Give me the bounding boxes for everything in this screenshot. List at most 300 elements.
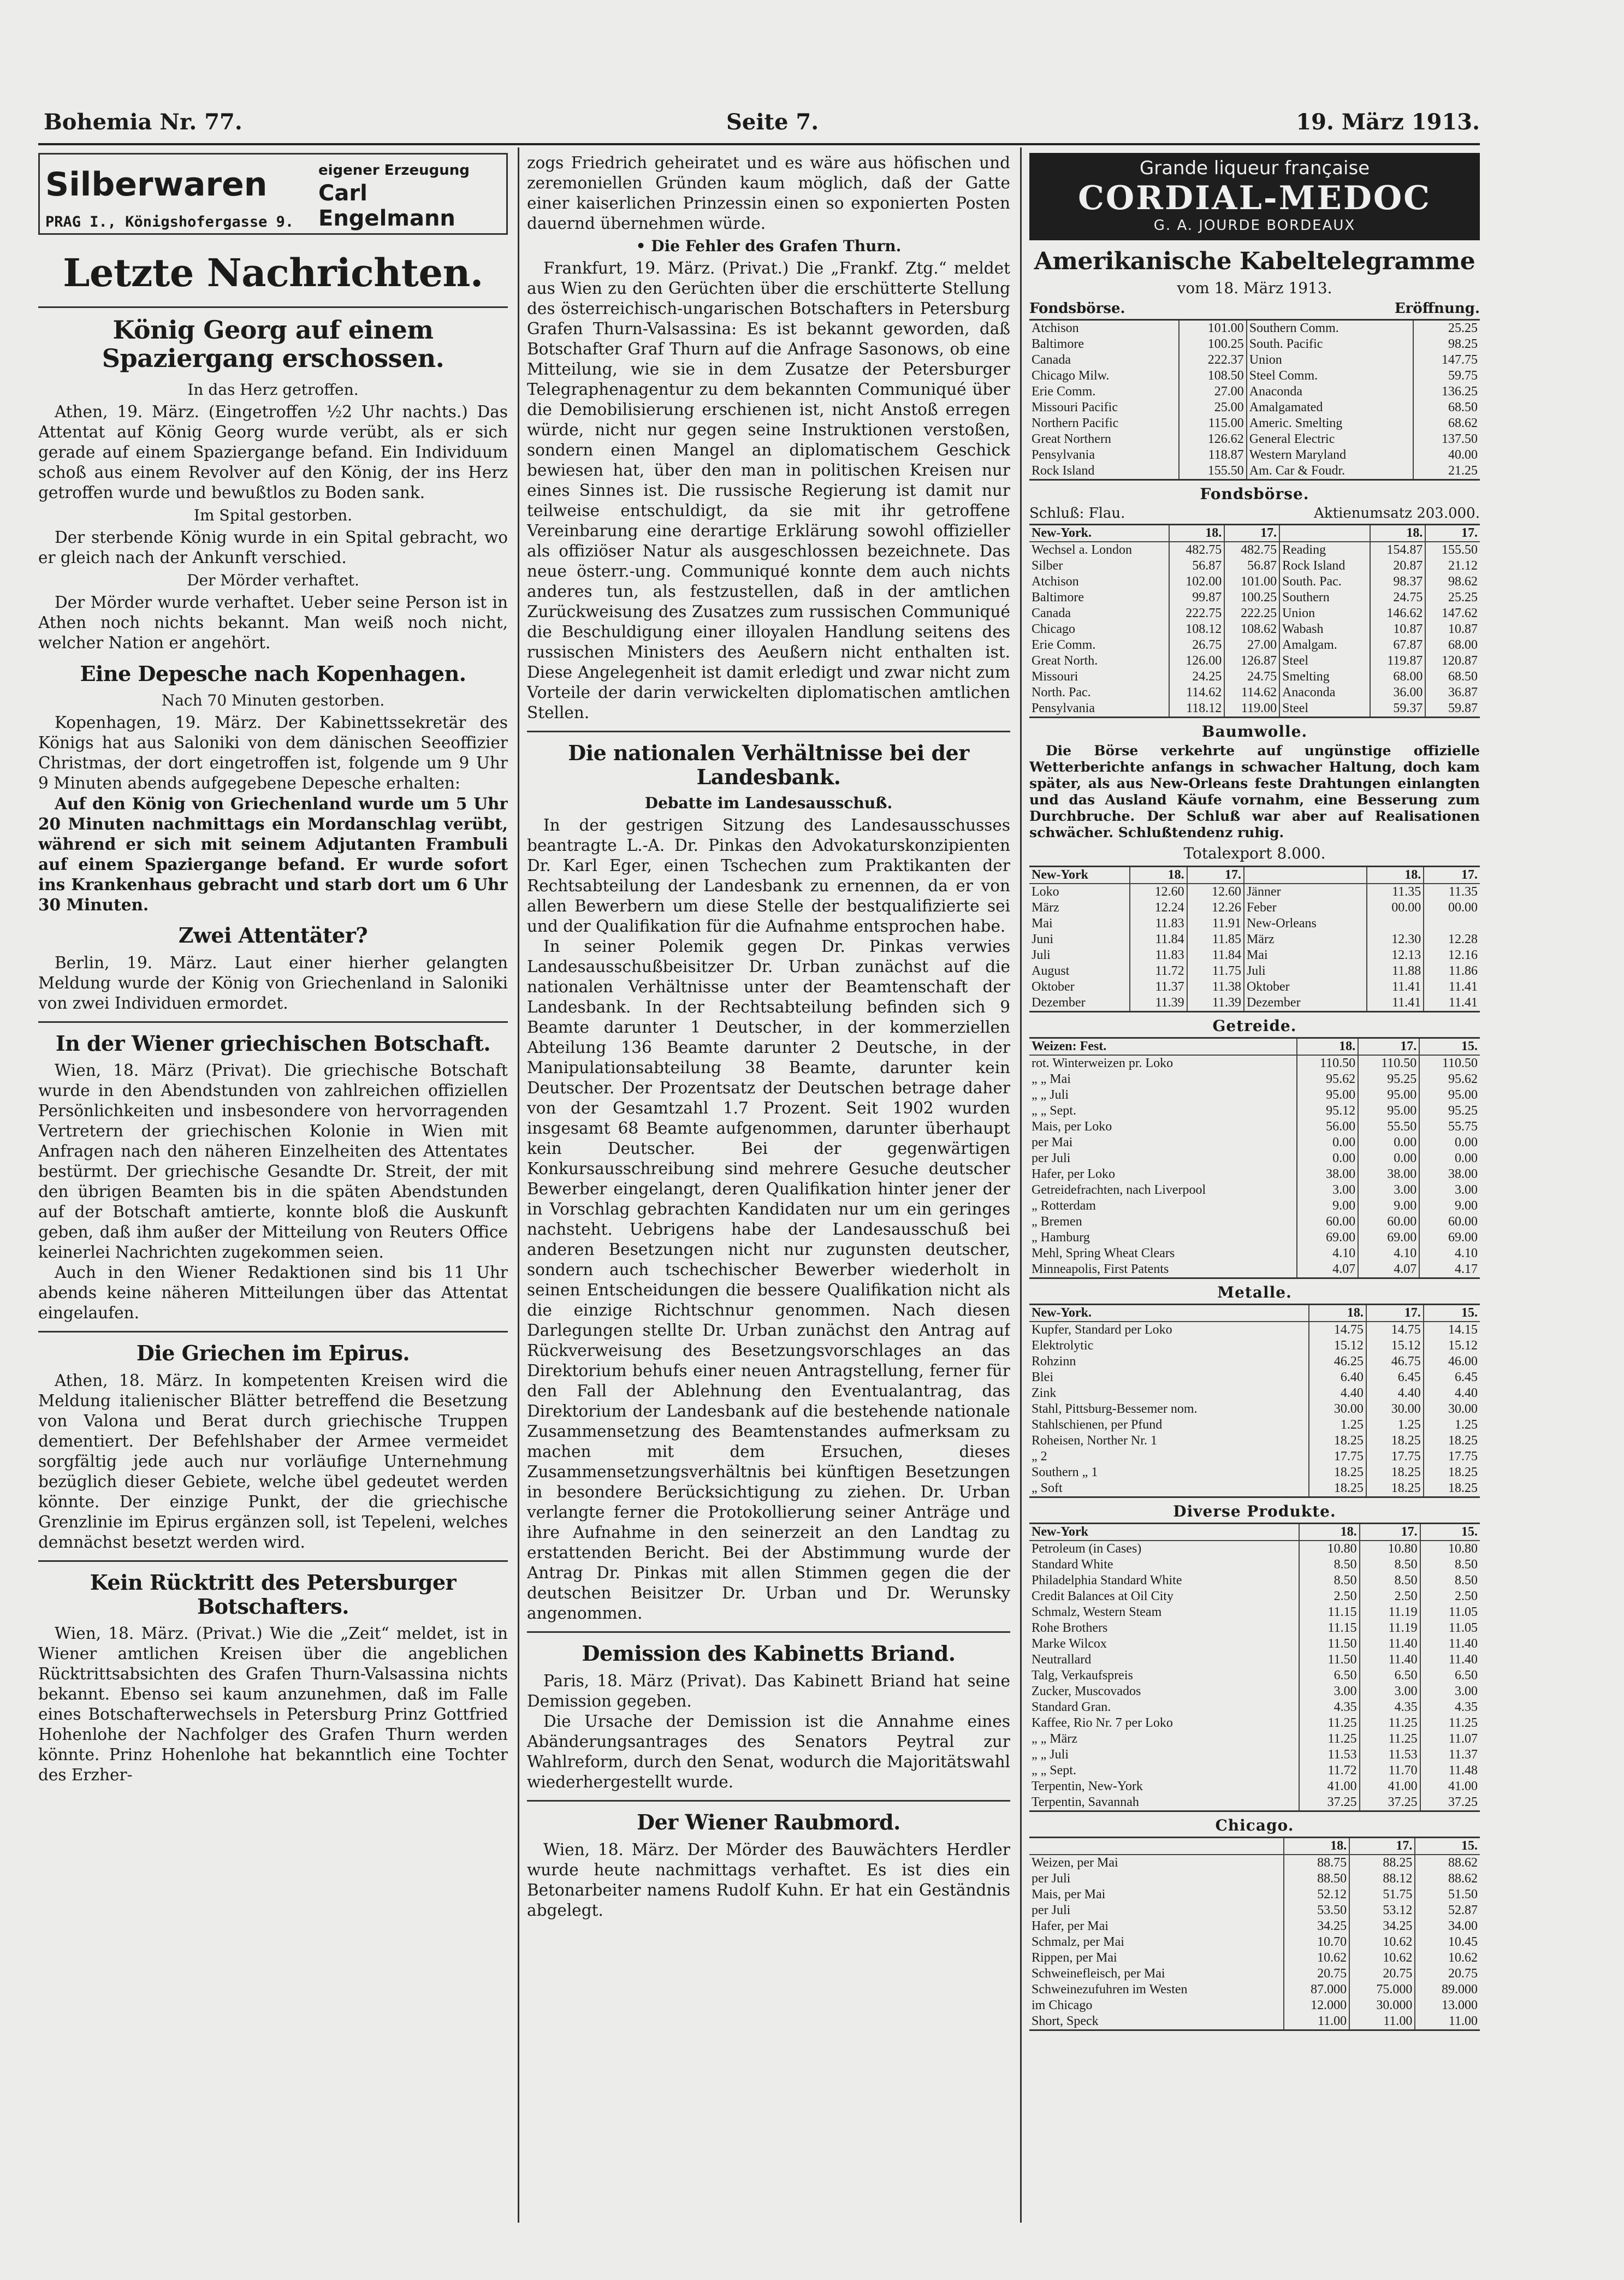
divider [38, 1021, 508, 1023]
table-cell: Canada [1032, 352, 1071, 367]
article-text: Wien, 18. März. Der Mörder des Bauwächters Herdler wurde heute nachmittags verhaftet. Es ist dies ein Betonarbeiter namens Rudolf Kuhn. Er hat ein Geständnis abgelegt. [527, 1840, 1010, 1920]
table-cell: 11.35 [1367, 884, 1424, 900]
table-cell: 11.00 [1284, 2013, 1349, 2029]
table-cell: 11.40 [1360, 1652, 1420, 1668]
column-rule-1 [518, 147, 519, 2223]
table-cell: 95.00 [1358, 1103, 1419, 1119]
table-cell: Erie Comm. [1032, 637, 1096, 652]
table-cell: 3.00 [1420, 1684, 1480, 1699]
chicago-table [1029, 1837, 1480, 2031]
table-cell: Mais, per Loko [1032, 1119, 1112, 1134]
table-cell: 41.00 [1299, 1779, 1360, 1795]
table-cell: 24.75 [1224, 669, 1279, 685]
advertisement-silberwaren [38, 153, 508, 235]
table-cell: 53.12 [1349, 1903, 1415, 1918]
table-cell: 17.75 [1366, 1449, 1424, 1465]
table-cell: 0.00 [1419, 1151, 1480, 1166]
headline-depesche: Eine Depesche nach Kopenhagen. [80, 661, 466, 686]
table-cell: Oktober [1244, 979, 1367, 995]
stocks-table [1029, 319, 1480, 481]
table-cell: 0.00 [1297, 1135, 1358, 1151]
headline-briand: Demission des Kabinetts Briand. [582, 1641, 956, 1666]
table-cell: 8.50 [1420, 1573, 1480, 1589]
table-cell: 11.53 [1299, 1747, 1360, 1763]
table-row [1029, 1668, 1480, 1684]
table-row [1029, 1918, 1480, 1934]
table-cell: 36.00 [1370, 685, 1425, 701]
table-cell: 17.75 [1309, 1449, 1366, 1465]
table-cell: 11.19 [1360, 1604, 1420, 1620]
table-cell: 34.25 [1349, 1918, 1415, 1934]
table-cell: 4.35 [1360, 1699, 1420, 1715]
table-cell: 00.00 [1367, 900, 1424, 916]
table-cell: 11.39 [1130, 995, 1187, 1011]
table-cell: 52.12 [1284, 1887, 1349, 1903]
table-cell: 18.25 [1366, 1465, 1424, 1480]
table-cell: 11.37 [1420, 1747, 1480, 1763]
table-cell: 8.50 [1299, 1573, 1360, 1589]
table-cell: 3.00 [1419, 1182, 1480, 1198]
table-cell: 4.10 [1419, 1246, 1480, 1262]
table-cell: 56.00 [1297, 1119, 1358, 1135]
section-chicago: Chicago. [1215, 1816, 1294, 1834]
metals-table [1029, 1304, 1480, 1498]
baumwolle-text: Die Börse verkehrte auf ungünstige offizielle Wetterberichte anfangs in schwacher Haltung, doch kam später, als aus New-Orleans feste Drahtungen einlangten und das Ausland Käufe vornahm, eine Besserung zum Durchbruche. Der Schluß war aber auf Realisationen schwächer. Schlußtendenz ruhig. [1029, 742, 1480, 840]
table-row [1029, 574, 1480, 590]
table-cell: „ „ Mai [1032, 1071, 1071, 1086]
table-row [1029, 1573, 1480, 1589]
table-row [1029, 1230, 1480, 1246]
article-text: Auf den König von Griechenland wurde um 5 Uhr 20 Minuten nachmittags ein Mordanschlag verübt, während er sich mit seinem Adjutanten Frambuli auf einem Spaziergange befand. Er wurde sofort ins Krankenhaus gebracht und starb dort um 6 Uhr 30 Minuten. [38, 793, 508, 914]
table-cell: 1.25 [1309, 1417, 1366, 1433]
table-header-cell: 18. [1370, 525, 1425, 542]
table-cell: 137.50 [1413, 431, 1480, 447]
table-row [1029, 1480, 1480, 1496]
table-cell: 11.19 [1360, 1620, 1420, 1636]
table-header-row [1029, 1524, 1480, 1541]
table-cell: 13.000 [1415, 1998, 1480, 2013]
table-cell: Western Maryland [1247, 447, 1413, 463]
table-cell: 10.80 [1360, 1541, 1420, 1557]
table-row [1029, 932, 1480, 947]
table-cell: „ Bremen [1032, 1214, 1082, 1229]
table-header-cell: 17. [1360, 1524, 1420, 1541]
table-header-row [1029, 1039, 1480, 1055]
article-text: In seiner Polemik gegen Dr. Pinkas verwies Landesausschußbeisitzer Dr. Urban zunächst auf die nationalen Verhältnisse unter der Beamtenschaft der Landesbank. In der Rechtsabteilung befinden sich 9 Beamte darunter 1 Deutscher, in der kommerziellen Abteilung 136 Beamte darunter 2 Deutsche, in der Manipulationsabteilung 38 Beamte, darunter kein Deutscher. Der Prozentsatz der Deutschen betrage daher von der Gesamtzahl 1.7 Prozent. Seit 1902 wurden insgesamt 68 Beamte aufgenommen, darunter überhaupt kein Deutscher. Bei der gegenwärtigen Konkursausschreibung sind mehrere Gesuche deutscher Bewerber eingelangt, deren Qualifikation hinter jener der in Vorschlag gebrachten Kandidaten nur um ein geringes nachsteht. Uebrigens habe der Landesausschuß bei anderen Besetzungen nicht nur zugunsten deutscher, sondern auch tschechischer Bewerber wiederholt in seinen Entscheidungen die bessere Qualifikation nicht als die einzige Richtschnur genommen. Nach diesen Darlegungen stellte Dr. Urban zunächst den Antrag auf Rückverweisung des Besetzungsvorschlages an das Direktorium behufs einer neuen Antragstellung, ferner für den Fall der Ablehnung den Eventualantrag, das Direktorium der Landesbank auf die bestehende nationale Zusammensetzung des Beamtenstandes aufmerksam zu machen mit dem Ersuchen, dieses Zusammensetzungsverhältnis bei künftigen Besetzungen in besondere Berücksichtigung zu ziehen. Dr. Urban verlangte ferner die Protokollierung seiner Anträge und ihre Aufnahme in den seinerzeit an den Landtag zu erstattenden Bericht. Bei der Abstimmung wurde der Antrag Dr. Pinkas mit allen Stimmen gegen die der deutschen Beisitzer Dr. Urban und Dr. Werunsky angenommen. [527, 937, 1010, 1623]
table-cell: 68.00 [1425, 637, 1480, 653]
table-row [1029, 542, 1480, 558]
table-row [1029, 916, 1480, 932]
table-cell: 25.25 [1425, 590, 1480, 606]
table-cell: Southern [1279, 590, 1370, 606]
table-cell: Mai [1032, 916, 1053, 931]
table-cell: 60.00 [1419, 1214, 1480, 1230]
table-cell: 155.50 [1179, 463, 1247, 479]
divider [38, 306, 508, 308]
section-diverse: Diverse Produkte. [1173, 1502, 1336, 1520]
table-cell: 11.05 [1420, 1604, 1480, 1620]
table-cell: 11.41 [1367, 979, 1424, 995]
table-row [1029, 2013, 1480, 2029]
table-row [1029, 606, 1480, 621]
table-header-cell: 15. [1424, 1305, 1480, 1322]
table-cell: 110.50 [1358, 1055, 1419, 1071]
table-row [1029, 637, 1480, 653]
table-cell: 67.87 [1370, 637, 1425, 653]
table-row [1029, 1322, 1480, 1338]
table-cell: per Mai [1032, 1135, 1073, 1150]
table-cell: 11.72 [1299, 1763, 1360, 1779]
table-cell: 12.26 [1187, 900, 1244, 916]
table-cell: 34.25 [1284, 1918, 1349, 1934]
table-cell: 11.91 [1187, 916, 1244, 932]
table-cell: Rohzinn [1032, 1354, 1076, 1369]
table-cell: 3.00 [1358, 1182, 1419, 1198]
table-row [1029, 1699, 1480, 1715]
table-cell: 40.00 [1413, 447, 1480, 463]
table-cell: 11.88 [1367, 963, 1424, 979]
ad-cordial-line3: G. A. JOURDE BORDEAUX [1153, 217, 1356, 234]
table-header-cell: 15. [1415, 1838, 1480, 1855]
cotton-table [1029, 866, 1480, 1012]
fonds-left: Fondsbörse. [1029, 300, 1125, 317]
table-cell [1424, 916, 1480, 932]
table-cell: 147.75 [1413, 352, 1480, 368]
table-cell: 11.15 [1299, 1604, 1360, 1620]
section-metalle: Metalle. [1217, 1283, 1292, 1301]
table-row [1029, 336, 1480, 352]
table-row [1029, 1636, 1480, 1652]
table-header-cell [1244, 867, 1367, 884]
table-cell: Northern Pacific [1032, 416, 1119, 430]
table-cell: 30.00 [1424, 1401, 1480, 1417]
table-cell: 11.40 [1420, 1652, 1480, 1668]
table-cell: 30.00 [1366, 1401, 1424, 1417]
table-cell: 27.00 [1224, 637, 1279, 653]
table-cell: Getreidefrachten, nach Liverpool [1032, 1182, 1206, 1197]
table-cell: Anaconda [1247, 384, 1413, 400]
table-cell: 10.62 [1284, 1950, 1349, 1966]
table-cell: 88.25 [1349, 1855, 1415, 1871]
table-header-cell: New-York [1029, 1524, 1299, 1541]
table-row [1029, 1982, 1480, 1998]
table-cell: 119.00 [1224, 701, 1279, 716]
table-cell: 0.00 [1358, 1135, 1419, 1151]
table-cell: Wechsel a. London [1032, 542, 1133, 557]
table-cell: 21.12 [1425, 558, 1480, 574]
table-cell: South. Pacific [1247, 336, 1413, 352]
table-cell: 18.25 [1424, 1433, 1480, 1449]
table-cell: 59.75 [1413, 368, 1480, 384]
schluss-caption [1029, 505, 1480, 522]
table-cell: 38.00 [1297, 1166, 1358, 1182]
table-cell: 88.50 [1284, 1871, 1349, 1887]
table-cell: Atchison [1032, 321, 1079, 335]
table-cell: 10.45 [1415, 1934, 1480, 1950]
table-cell: Great North. [1032, 653, 1098, 668]
table-cell: 87.000 [1284, 1982, 1349, 1998]
table-cell: Pensylvania [1032, 701, 1095, 715]
table-cell: Schweinefleisch, per Mai [1032, 1966, 1165, 1981]
table-header-cell: 15. [1420, 1524, 1480, 1541]
kabel-date: vom 18. März 1913. [1177, 279, 1332, 297]
table-cell: 1.25 [1424, 1417, 1480, 1433]
table-cell: 4.40 [1309, 1385, 1366, 1401]
table-row [1029, 1182, 1480, 1198]
subhead: Nach 70 Minuten gestorben. [161, 691, 385, 709]
table-cell: 27.00 [1179, 384, 1247, 400]
table-header-row [1029, 1838, 1480, 1855]
table-cell: 68.00 [1370, 669, 1425, 685]
table-cell: 8.50 [1360, 1557, 1420, 1573]
table-cell: Mehl, Spring Wheat Clears [1032, 1246, 1175, 1260]
table-cell: Southern Comm. [1247, 321, 1413, 336]
table-cell: 60.00 [1297, 1214, 1358, 1230]
table-cell: 00.00 [1424, 900, 1480, 916]
table-cell: 15.12 [1424, 1338, 1480, 1354]
table-cell: 4.17 [1419, 1262, 1480, 1277]
table-cell: 95.00 [1297, 1087, 1358, 1103]
table-cell: 95.00 [1358, 1087, 1419, 1103]
table-cell: 12.24 [1130, 900, 1187, 916]
table-cell: 136.25 [1413, 384, 1480, 400]
schluss-text: Schluß: Flau. [1029, 505, 1125, 522]
table-cell: Elektrolytic [1032, 1338, 1094, 1353]
table-cell: Neutrallard [1032, 1652, 1092, 1667]
table-cell: 37.25 [1299, 1795, 1360, 1810]
table-row [1029, 1103, 1480, 1119]
table-cell: 108.12 [1169, 621, 1224, 637]
article-text: Wien, 18. März (Privat). Die griechische Botschaft wurde in den Abendstunden von zahlreichen offiziellen Persönlichkeiten und insbesondere von hervorragenden Vertretern der griechischen Kolonie in Wien mit Anfragen nach den näheren Einzelheiten des Attentates bestürmt. Der griechische Gesandte Dr. Streit, der mit den übrigen Beamten bis in die späten Abendstunden auf der Botschaft amtierte, konnte bloß die Auskunft geben, daß ihm außer der Mitteilung von Reuters Office keinerlei Nachrichten zugekommen seien. [38, 1061, 508, 1262]
ad-engelmann: Carl Engelmann [318, 181, 455, 231]
table-cell: 69.00 [1358, 1230, 1419, 1246]
table-row [1029, 1652, 1480, 1668]
table-row [1029, 947, 1480, 963]
table-cell: 6.50 [1299, 1668, 1360, 1684]
table-cell: Roheisen, Norther Nr. 1 [1032, 1433, 1157, 1448]
table-cell: 20.75 [1349, 1966, 1415, 1982]
header-left: Bohemia Nr. 77. [44, 109, 242, 135]
table-cell: Amalgamated [1247, 400, 1413, 416]
column-1 [38, 153, 508, 2223]
table-row [1029, 431, 1480, 447]
table-cell: 51.50 [1415, 1887, 1480, 1903]
table-cell: 101.00 [1179, 321, 1247, 336]
table-cell: Schmalz, per Mai [1032, 1934, 1124, 1949]
table-cell: Loko [1032, 884, 1059, 899]
table-cell: Stahl, Pittsburg-Bessemer nom. [1032, 1401, 1198, 1416]
table-header-cell: 18. [1130, 867, 1187, 884]
table-cell: Dezember [1032, 995, 1086, 1010]
table-cell: 154.87 [1370, 542, 1425, 558]
table-cell: 482.75 [1224, 542, 1279, 558]
table-cell: 89.000 [1415, 1982, 1480, 1998]
table-row [1029, 1795, 1480, 1810]
table-cell: 222.37 [1179, 352, 1247, 368]
table-cell: Great Northern [1032, 431, 1111, 446]
table-row [1029, 1604, 1480, 1620]
table-cell: 2.50 [1299, 1589, 1360, 1604]
table-row [1029, 1417, 1480, 1433]
table-row [1029, 368, 1480, 384]
table-cell: Rohe Brothers [1032, 1620, 1108, 1635]
table-cell: 100.25 [1224, 590, 1279, 606]
newyork-table [1029, 524, 1480, 718]
table-row [1029, 1620, 1480, 1636]
article-text: Wien, 18. März. (Privat.) Wie die „Zeit“ meldet, ist in Wiener amtlichen Kreisen über die angeblichen Rücktrittsabsichten des Grafen Thurn-Valsassina nichts bekannt. Ebenso sei kaum anzunehmen, daß im Falle eines Botschafterwechsels in Petersburg Prinz Gottfried Hohenlohe der Nachfolger des Grafen Thurn werden könnte. Prinz Hohenlohe hat bekanntlich eine Tochter des Erzher- [38, 1624, 508, 1785]
table-cell: 11.39 [1187, 995, 1244, 1011]
table-row [1029, 1684, 1480, 1699]
table-cell: 12.60 [1130, 884, 1187, 900]
table-cell: 11.00 [1349, 2013, 1415, 2029]
table-cell: „ „ Juli [1032, 1747, 1069, 1762]
article-text: Frankfurt, 19. März. (Privat.) Die „Frankf. Ztg.“ meldet aus Wien zu den Gerüchten über die erschütterte Stellung des österreichisch-ungarischen Botschafters in Petersburg Grafen Thurn-Valsassina: Es ist bekannt geworden, daß Botschafter Graf Thurn auf die Anfrage Sasonows, ob eine Mitteilung, wie sie in dem Zusatze der Petersburger Telegraphenagentur zu dem bekannten Communiqué über die Demobilisierung erschienen ist, nicht Anstoß erregen würde, nicht nur gegen seine Instruktionen verstoßen, sondern einen Mangel an diplomatischem Geschick bewiesen hat, über den man in politischen Kreisen nur eines Sinnes ist. Die russische Regierung ist damit nur teilweise entschuldigt, da sie mit ihr getroffene Vereinbarung eine derartige Erklärung sowohl offizieller als offiziöser Natur als ausgeschlossen bezeichnete. Das neue österr.-ung. Communiqué konnte dem auch nichts anderes tun, als festzustellen, daß in der amtlichen Zurückweisung des Zusatzes zum russischen Communiqué die Beschuldigung einer illoyalen Handlung seitens des russischen Ministers des Aeußern nicht enthalten ist. Diese Angelegenheit ist damit erledigt und zwar nicht zum Vorteile der darin verwickelten diplomatischen amtlichen Stellen. [527, 259, 1010, 722]
table-cell: 11.53 [1360, 1747, 1420, 1763]
table-header-cell: 17. [1349, 1838, 1415, 1855]
table-cell: Weizen, per Mai [1032, 1855, 1118, 1870]
ad-cordial-line2: CORDIAL-MEDOC [1078, 179, 1431, 217]
article-text: Auch in den Wiener Redaktionen sind bis 11 Uhr abends keine näheren Mitteilungen über das Attentat eingelaufen. [38, 1263, 508, 1323]
table-row [1029, 1433, 1480, 1449]
table-cell: 46.75 [1366, 1354, 1424, 1370]
table-cell: 56.87 [1224, 558, 1279, 574]
table-cell: Chicago Milw. [1032, 368, 1110, 383]
table-cell: 110.50 [1297, 1055, 1358, 1071]
table-cell: 11.41 [1424, 979, 1480, 995]
table-cell: 75.000 [1349, 1982, 1415, 1998]
table-row [1029, 321, 1480, 336]
table-cell: 222.75 [1169, 606, 1224, 621]
table-cell: 95.62 [1297, 1071, 1358, 1087]
fonds-right: Eröffnung. [1394, 300, 1480, 317]
table-cell [1367, 916, 1424, 932]
table-cell: 12.60 [1187, 884, 1244, 900]
table-cell: Rock Island [1032, 463, 1095, 478]
table-cell: 100.25 [1179, 336, 1247, 352]
table-cell: 59.87 [1425, 701, 1480, 716]
table-row [1029, 669, 1480, 685]
table-cell: 55.50 [1358, 1119, 1419, 1135]
table-cell: im Chicago [1032, 1998, 1093, 2012]
table-cell: Canada [1032, 606, 1071, 620]
table-cell: Southern „ 1 [1032, 1465, 1098, 1479]
table-cell: 11.50 [1299, 1636, 1360, 1652]
table-cell: 4.07 [1297, 1262, 1358, 1277]
table-cell: 10.70 [1284, 1934, 1349, 1950]
header-rule [38, 143, 1480, 145]
table-cell: Amalgam. [1279, 637, 1370, 653]
table-cell: 11.85 [1187, 932, 1244, 947]
table-header-cell: 18. [1299, 1524, 1360, 1541]
newspaper-page [38, 104, 1480, 2223]
table-cell: 118.87 [1179, 447, 1247, 463]
table-cell: 11.15 [1299, 1620, 1360, 1636]
table-cell: 1.25 [1366, 1417, 1424, 1433]
table-cell: 11.25 [1360, 1715, 1420, 1731]
table-cell: 25.25 [1413, 321, 1480, 336]
fonds-caption [1029, 300, 1480, 317]
table-cell: 95.25 [1358, 1071, 1419, 1087]
table-cell: Baltimore [1032, 336, 1084, 351]
table-cell: Missouri [1032, 669, 1078, 684]
table-header-cell: New-York. [1029, 525, 1169, 542]
table-cell: 95.00 [1419, 1087, 1480, 1103]
table-row [1029, 1401, 1480, 1417]
table-cell: 95.12 [1297, 1103, 1358, 1119]
table-row [1029, 352, 1480, 368]
table-cell: „ Soft [1032, 1480, 1063, 1495]
main-title: Letzte Nachrichten. [63, 250, 483, 295]
table-row [1029, 1871, 1480, 1887]
table-cell: Am. Car & Foudr. [1247, 463, 1413, 479]
table-cell: Schweinezufuhren im Westen [1032, 1982, 1188, 1997]
table-cell: 98.37 [1370, 574, 1425, 590]
table-cell: 482.75 [1169, 542, 1224, 558]
table-cell: 10.80 [1420, 1541, 1480, 1557]
table-cell: Americ. Smelting [1247, 416, 1413, 431]
totalexport: Totalexport 8.000. [1183, 844, 1326, 862]
subhead: Debatte im Landesausschuß. [644, 794, 893, 813]
table-cell: 11.37 [1130, 979, 1187, 995]
table-row [1029, 1071, 1480, 1087]
table-cell: 108.62 [1224, 621, 1279, 637]
table-cell: 10.80 [1299, 1541, 1360, 1557]
table-cell: 4.35 [1420, 1699, 1480, 1715]
table-cell: 41.00 [1360, 1779, 1420, 1795]
table-cell: 10.62 [1349, 1934, 1415, 1950]
table-cell: 8.50 [1420, 1557, 1480, 1573]
table-row [1029, 1135, 1480, 1151]
table-cell: 222.25 [1224, 606, 1279, 621]
table-cell: 126.87 [1224, 653, 1279, 669]
table-header-cell: 18. [1309, 1305, 1366, 1322]
headline-botschaft: In der Wiener griechischen Botschaft. [55, 1031, 491, 1056]
table-cell: 51.75 [1349, 1887, 1415, 1903]
table-cell: Missouri Pacific [1032, 400, 1118, 414]
table-cell: 6.45 [1366, 1370, 1424, 1385]
table-cell: 11.25 [1299, 1731, 1360, 1747]
table-cell: General Electric [1247, 431, 1413, 447]
table-cell: „ „ Juli [1032, 1087, 1069, 1102]
table-cell: 95.25 [1419, 1103, 1480, 1119]
table-cell: Reading [1279, 542, 1370, 558]
table-cell: „ „ Sept. [1032, 1103, 1076, 1118]
table-cell: 102.00 [1169, 574, 1224, 590]
table-cell: Petroleum (in Cases) [1032, 1541, 1142, 1556]
table-cell: Oktober [1032, 979, 1075, 994]
table-row [1029, 1779, 1480, 1795]
table-cell: 20.75 [1415, 1966, 1480, 1982]
table-row [1029, 1855, 1480, 1871]
ad-eigener: eigener Erzeugung [318, 162, 470, 179]
table-cell: 11.40 [1420, 1636, 1480, 1652]
table-row [1029, 1887, 1480, 1903]
grain-table [1029, 1037, 1480, 1279]
table-row [1029, 1934, 1480, 1950]
table-cell: 6.50 [1360, 1668, 1420, 1684]
divider [38, 1331, 508, 1333]
table-cell: 69.00 [1297, 1230, 1358, 1246]
table-header-cell: 17. [1187, 867, 1244, 884]
table-row [1029, 1747, 1480, 1763]
table-cell: 11.00 [1415, 2013, 1480, 2029]
table-header-cell [1279, 525, 1370, 542]
table-cell: per Juli [1032, 1151, 1071, 1165]
table-cell: 11.25 [1299, 1715, 1360, 1731]
table-cell: Rock Island [1279, 558, 1370, 574]
table-cell: 20.75 [1284, 1966, 1349, 1982]
table-cell: 46.00 [1424, 1354, 1480, 1370]
